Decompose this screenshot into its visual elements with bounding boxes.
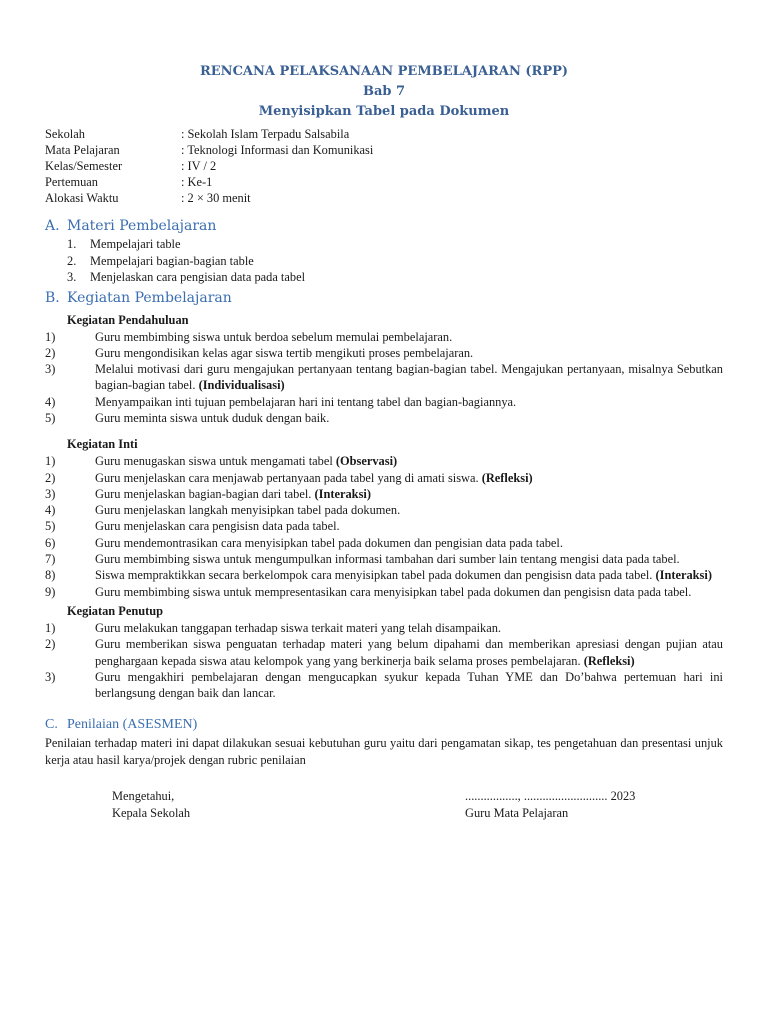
item-text: Melalui motivasi dari guru mengajukan pertanyaan tentang bagian-bagian tabel. Mengajukan pertanyaan, misalnya Sebutkan bagian-bagian tabel. (Individualisasi) xyxy=(95,362,723,393)
penilaian-paragraph: Penilaian terhadap materi ini dapat dilakukan sesuai kebutuhan guru yaitu dari pengamatan sikap, tes pengetahuan dan presentasi unjuk kerja atau hasil karya/projek dengan rubric penilaian xyxy=(45,736,723,767)
item-number: 8) xyxy=(45,568,56,583)
list-item xyxy=(45,394,723,410)
info-label: Sekolah xyxy=(45,127,85,141)
item-text: Guru menjelaskan bagian-bagian dari tabel. (Interaksi) xyxy=(95,486,371,501)
item-number: 1) xyxy=(45,620,56,635)
item-number: 2) xyxy=(45,637,56,652)
item-number: 2) xyxy=(45,345,56,360)
section-letter: A. xyxy=(45,218,60,234)
item-number: 5) xyxy=(45,410,56,425)
info-row xyxy=(45,126,723,142)
list-item xyxy=(45,502,723,518)
item-text: Guru membimbing siswa untuk mempresentasikan cara menyisipkan tabel pada dokumen dan pengisisn data pada tabel. xyxy=(95,584,692,599)
info-row xyxy=(45,158,723,174)
section-title: Kegiatan Pembelajaran xyxy=(67,289,232,306)
section-title: Materi Pembelajaran xyxy=(67,218,217,234)
item-text: Guru mengakhiri pembelajaran dengan mengucapkan syukur kepada Tuhan YME dan Do’bahwa pertemuan hari ini berlangsung dengan baik dan lancar. xyxy=(95,669,723,701)
penutup-heading: Kegiatan Penutup xyxy=(67,603,164,618)
info-value: : 2 × 30 menit xyxy=(181,191,251,205)
section-a-heading xyxy=(45,216,723,236)
item-number: 5) xyxy=(45,519,56,534)
list-item xyxy=(67,269,723,286)
item-text: Guru mengondisikan kelas agar siswa tertib mengikuti proses pembelajaran. xyxy=(95,345,474,360)
signature-right xyxy=(465,788,635,822)
list-item xyxy=(45,518,723,534)
section-c-heading xyxy=(45,715,723,735)
title-line-2: Bab 7 xyxy=(362,84,406,99)
list-item xyxy=(45,535,723,551)
section-letter: B. xyxy=(45,289,60,306)
rpp-document xyxy=(45,62,723,828)
info-row xyxy=(45,190,723,206)
item-text: Guru membimbing siswa untuk berdoa sebelum memulai pembelajaran. xyxy=(95,329,453,344)
signature-right-line-1: ................., ........................... 2023 xyxy=(465,789,636,804)
list-item xyxy=(45,567,723,583)
item-number: 1) xyxy=(45,454,56,469)
list-item xyxy=(67,253,723,270)
list-item xyxy=(45,361,723,394)
item-number: 6) xyxy=(45,535,56,550)
item-text: Guru meminta siswa untuk duduk dengan baik. xyxy=(95,410,330,425)
item-text: Menjelaskan cara pengisian data pada tabel xyxy=(90,270,306,284)
materi-list xyxy=(45,236,723,286)
item-text: Guru membimbing siswa untuk mengumpulkan informasi tambahan dari sumber lain tentang mengisi data pada tabel. xyxy=(95,552,680,567)
list-item xyxy=(45,453,723,469)
item-number: 4) xyxy=(45,503,56,518)
item-number: 3) xyxy=(45,669,56,684)
item-text: Mempelajari bagian-bagian table xyxy=(90,253,254,268)
item-number: 3) xyxy=(45,486,56,501)
item-number: 7) xyxy=(45,552,56,567)
item-number: 2. xyxy=(67,253,77,268)
signature-left-line-2: Kepala Sekolah xyxy=(112,806,191,821)
list-item xyxy=(45,329,723,345)
list-item xyxy=(45,345,723,361)
item-number: 3. xyxy=(67,270,77,284)
info-value: : Teknologi Informasi dan Komunikasi xyxy=(181,143,374,157)
list-item xyxy=(45,584,723,600)
item-text: Guru memberikan siswa penguatan terhadap materi yang belum dipahami dan memberikan apresiasi dengan pujian atau penghargaan kepada siswa atau kelompok yang yang berkinerja baik selama proses pembelajaran. (Refleksi) xyxy=(95,637,723,668)
list-item xyxy=(45,410,723,426)
list-item xyxy=(45,470,723,486)
identity-table xyxy=(45,126,723,206)
info-row xyxy=(45,142,723,158)
item-text: Guru menugaskan siswa untuk mengamati tabel (Observasi) xyxy=(95,454,398,469)
item-text: Mempelajari table xyxy=(90,237,181,251)
item-text: Menyampaikan inti tujuan pembelajaran hari ini tentang tabel dan bagian-bagiannya. xyxy=(95,394,517,409)
item-text: Guru mendemontrasikan cara menyisipkan tabel pada dokumen dan pengisian data pada tabel. xyxy=(95,535,563,550)
list-item xyxy=(45,551,723,567)
signature-right-line-2: Guru Mata Pelajaran xyxy=(465,806,569,821)
info-value: : Ke-1 xyxy=(181,175,213,189)
pendahuluan-heading: Kegiatan Pendahuluan xyxy=(67,312,189,327)
title-line-3: Menyisipkan Tabel pada Dokumen xyxy=(258,104,510,119)
info-row xyxy=(45,174,723,190)
item-number: 9) xyxy=(45,584,56,599)
item-text: Siswa mempraktikkan secara berkelompok cara menyisipkan tabel pada dokumen dan pengisisn data pada tabel. (Interaksi) xyxy=(95,568,712,583)
info-value: : IV / 2 xyxy=(181,159,217,173)
list-item xyxy=(45,486,723,502)
item-number: 1) xyxy=(45,329,56,344)
section-title: Penilaian (ASESMEN) xyxy=(67,717,198,733)
item-number: 3) xyxy=(45,362,56,377)
title-line-1: RENCANA PELAKSANAAN PEMBELAJARAN (RPP) xyxy=(199,64,569,79)
document-title xyxy=(45,62,723,122)
inti-heading: Kegiatan Inti xyxy=(67,437,138,452)
info-value: : Sekolah Islam Terpadu Salsabila xyxy=(181,127,350,141)
list-item xyxy=(45,636,723,669)
penutup-list xyxy=(45,620,723,701)
item-number: 4) xyxy=(45,394,56,409)
signature-left-line-1: Mengetahui, xyxy=(112,789,175,804)
info-label: Mata Pelajaran xyxy=(45,143,120,157)
item-text: Guru menjelaskan cara pengisisn data pada tabel. xyxy=(95,519,340,534)
info-label: Alokasi Waktu xyxy=(45,191,119,205)
inti-list xyxy=(45,453,723,600)
item-text: Guru melakukan tanggapan terhadap siswa terkait materi yang telah disampaikan. xyxy=(95,620,501,635)
pendahuluan-list xyxy=(45,329,723,427)
list-item xyxy=(45,620,723,636)
item-number: 1. xyxy=(67,237,77,251)
section-b-heading xyxy=(45,288,723,308)
list-item xyxy=(67,236,723,253)
item-text: Guru menjelaskan langkah menyisipkan tabel pada dokumen. xyxy=(95,503,401,518)
item-number: 2) xyxy=(45,470,56,485)
item-text: Guru menjelaskan cara menjawab pertanyaan pada tabel yang di amati siswa. (Refleksi) xyxy=(95,470,533,485)
info-label: Pertemuan xyxy=(45,175,98,189)
signature-left xyxy=(112,788,190,822)
info-label: Kelas/Semester xyxy=(45,159,123,173)
list-item xyxy=(45,669,723,702)
section-letter: C. xyxy=(45,717,58,733)
signature-block xyxy=(45,788,723,828)
